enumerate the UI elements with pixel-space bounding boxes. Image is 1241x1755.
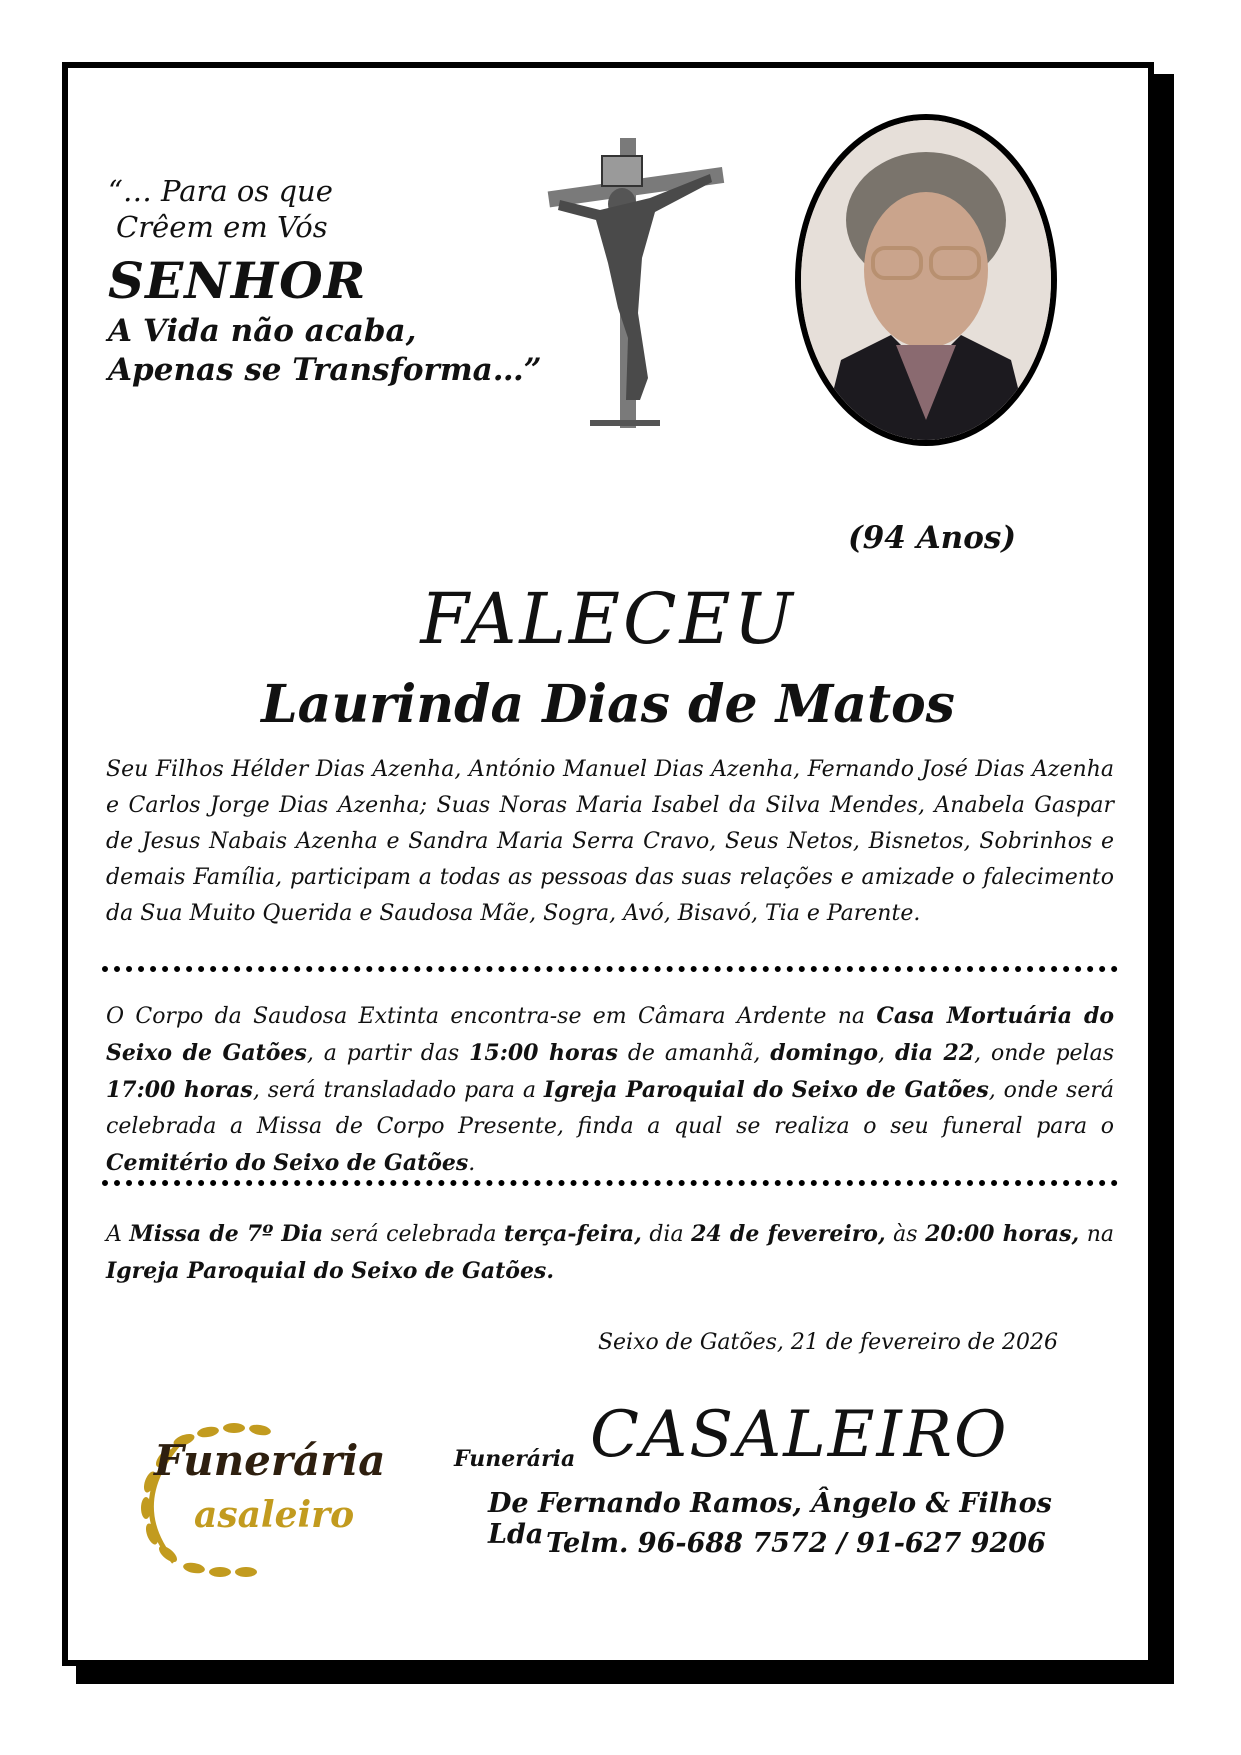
verse-line-4: A Vida não acaba, <box>108 313 417 349</box>
funeral-day: domingo <box>770 1040 879 1066</box>
mass-text: na <box>1079 1222 1115 1247</box>
mass-time: 20:00 horas, <box>925 1221 1080 1247</box>
verse-line-5: Apenas se Transforma…” <box>108 351 542 388</box>
crucifix-icon <box>530 138 730 438</box>
family-paragraph: Seu Filhos Hélder Dias Azenha, António Manuel Dias Azenha, Fernando José Dias Azenha e Carlos Jorge Dias Azenha; Suas Noras Maria Isabel da Silva Mendes, Anabela Gaspar de Jesus Nabais Azenha e Sandra Maria Serra Cravo, Seus Netos, Bisnetos, Sobrinhos e demais Família, participam a todas as pessoas das suas relações e amizade o falecimento da Sua Muito Querida e Saudosa Mãe, Sogra, Avó, Bisavó, Tia e Parente. <box>106 757 1114 926</box>
portrait-photo <box>795 114 1057 446</box>
funeral-home-logo <box>124 1422 384 1582</box>
verse-line-2: Crêem em Vós <box>116 210 328 245</box>
mass-text: dia <box>641 1222 692 1247</box>
funeral-cemetery: Cemitério do Seixo de Gatões <box>106 1150 469 1176</box>
funeral-home-owners: De Fernando Ramos, Ângelo & Filhos Lda <box>488 1488 1052 1550</box>
mass-day: terça-feira, <box>503 1221 642 1247</box>
funeral-time: 17:00 horas <box>106 1077 253 1103</box>
funeral-date: dia 22 <box>894 1040 975 1066</box>
funeral-church: Igreja Paroquial do Seixo de Gatões <box>543 1077 989 1103</box>
age-label: (94 Anos) <box>848 520 1016 556</box>
mass-text: A <box>106 1222 130 1247</box>
mass-text: às <box>885 1222 926 1247</box>
mass-paragraph <box>106 1216 1114 1290</box>
portrait-image <box>801 120 1051 440</box>
mass-text: será celebrada <box>323 1222 504 1247</box>
funeral-text: de amanhã, <box>617 1041 771 1066</box>
funeral-home-phones: Telm. 96-688 7572 / 91-627 9206 <box>546 1528 1046 1559</box>
funeral-paragraph <box>106 998 1114 1182</box>
funeral-text: , onde pelas <box>974 1041 1114 1066</box>
funeral-text: O Corpo da Saudosa Extinta encontra-se em Câmara Ardente na <box>106 1004 877 1029</box>
verse-line-3: SENHOR <box>108 250 367 310</box>
mass-name: Missa de 7º Dia <box>129 1221 324 1247</box>
funeral-home-prefix: Funerária <box>454 1446 576 1472</box>
funeral-time: 15:00 horas <box>469 1040 618 1066</box>
funeral-place: Casa Mortuária do Seixo de Gatões <box>106 1003 1114 1066</box>
mass-date: 24 de fevereiro, <box>691 1221 886 1247</box>
funeral-text: , onde será celebrada a Missa de Corpo Presente, finda a qual se realiza o seu funeral para o <box>106 1078 1114 1139</box>
funeral-text: , <box>878 1041 895 1066</box>
funeral-home-name: CASALEIRO <box>590 1398 1009 1472</box>
dotted-divider <box>102 966 1118 972</box>
deceased-name: Laurinda Dias de Matos <box>261 674 955 735</box>
death-heading: FALECEU <box>420 578 796 660</box>
funeral-text: , será transladado para a <box>252 1078 544 1103</box>
logo-word-funeraria: Funerária <box>154 1436 386 1485</box>
verse-line-1: “… Para os que <box>108 174 333 208</box>
obituary-frame <box>62 62 1154 1666</box>
funeral-text: . <box>468 1151 476 1176</box>
funeral-text: , a partir das <box>306 1041 470 1066</box>
place-date: Seixo de Gatões, 21 de fevereiro de 2026 <box>597 1330 1058 1355</box>
mass-church: Igreja Paroquial do Seixo de Gatões. <box>106 1258 554 1284</box>
dotted-divider <box>102 1180 1118 1186</box>
scripture-verse <box>108 173 542 390</box>
logo-word-casaleiro: asaleiro <box>194 1494 355 1536</box>
